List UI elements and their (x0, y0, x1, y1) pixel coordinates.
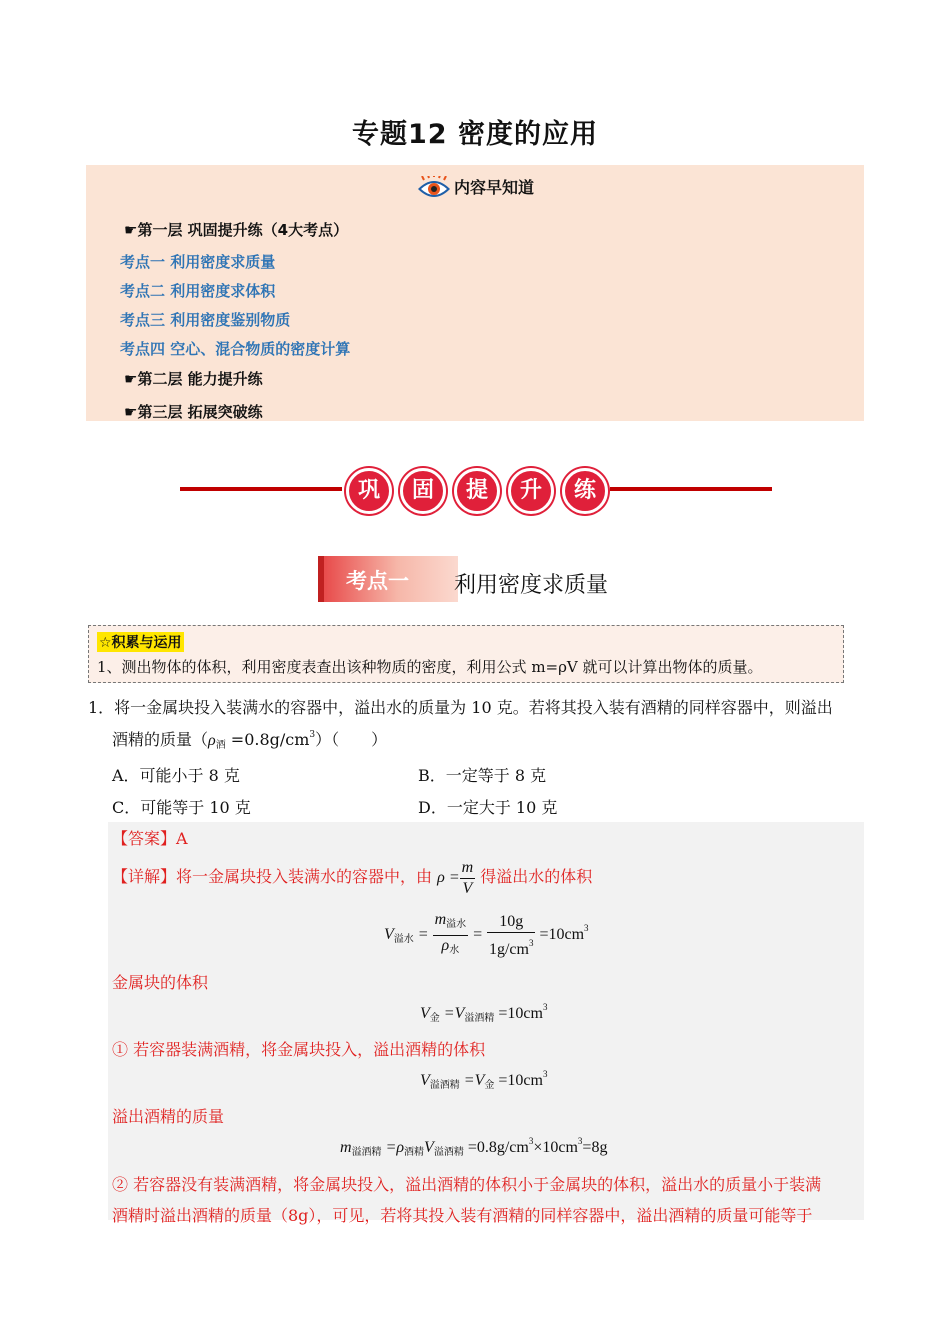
case-2-line2: 酒精时溢出酒精的质量（8g），可见，若将其投入装有酒精的同样容器中，溢出酒精的质量可能等于 (112, 1206, 813, 1225)
kp-title: 利用密度求质量 (454, 573, 609, 598)
toc-kp3[interactable]: 考点三 利用密度鉴别物质 (120, 311, 291, 329)
toc-layer1[interactable]: ☛第一层 巩固提升练（4大考点） (124, 221, 349, 239)
tip-tag: ☆积累与运用 (97, 632, 184, 652)
toc-kp4[interactable]: 考点四 空心、混合物质的密度计算 (120, 340, 351, 358)
toc-layer3[interactable]: ☛第三层 拓展突破练 (124, 403, 263, 421)
option-a[interactable]: A．可能小于 8 克 (112, 766, 240, 785)
case-2-line1: ② 若容器没有装满酒精，将金属块投入，溢出酒精的体积小于金属块的体积，溢出水的质量小于装满 (112, 1175, 822, 1194)
banner-line-left (180, 487, 342, 491)
banner-char-1: 巩 (346, 468, 392, 514)
banner-char-3: 提 (454, 468, 500, 514)
option-c[interactable]: C．可能等于 10 克 (112, 798, 251, 817)
eye-icon (416, 176, 452, 202)
answer-label: 【答案】A (112, 829, 188, 848)
kp-tab-label: 考点一 (346, 569, 409, 593)
option-d[interactable]: D．一定大于 10 克 (418, 798, 558, 817)
detail-line: 【详解】将一金属块投入装满水的容器中，由 ρ = $\frac{m}{V}$ 得溢出水的体积 (112, 859, 593, 897)
tip-box (88, 625, 844, 683)
toc-kp1[interactable]: 考点一 利用密度求质量 (120, 253, 276, 271)
tip-text: 1、测出物体的体积，利用密度表查出该种物质的密度，利用公式 m=ρV 就可以计算出物体的质量。 (97, 658, 763, 676)
banner-char-2: 固 (400, 468, 446, 514)
option-b[interactable]: B．一定等于 8 克 (418, 766, 547, 785)
toc-layer2[interactable]: ☛第二层 能力提升练 (124, 370, 263, 388)
metal-volume-label: 金属块的体积 (112, 973, 209, 992)
banner-line-right (610, 487, 772, 491)
case-1-text: ① 若容器装满酒精，将金属块投入，溢出酒精的体积 (112, 1040, 486, 1059)
banner-char-5: 练 (562, 468, 608, 514)
formula-4: $m_{溢酒精} =\rho_{酒精}V_{溢酒精} =0.8g/cm^3\times 10cm^3=8g$ (340, 1136, 608, 1158)
toc-heading-text: 内容早知道 (453, 178, 534, 197)
question-line1: 1．将一金属块投入装满水的容器中，溢出水的质量为 10 克。若将其投入装有酒精的同样容器中，则溢出 (88, 698, 833, 717)
formula-3: $V_{溢酒精} =V_金 =10cm^3$ (420, 1069, 548, 1091)
question-line2: 酒精的质量$(\rho_酒 =0.8g/cm^3)$（ ） (112, 730, 388, 751)
kp-tab (318, 556, 458, 602)
toc-heading (86, 175, 864, 202)
toc-panel (86, 165, 864, 421)
formula-1: $V_{溢水}$ = $\frac{m_{溢水}}{\rho_水}$ = $\frac{10g}{1g/cm^3}$ $=10cm^3$ (384, 911, 589, 958)
banner-char-4: 升 (508, 468, 554, 514)
page-title: 专题12 密度的应用 (352, 119, 598, 150)
formula-2: $V_金 =V_{溢酒精} =10cm^3$ (420, 1002, 548, 1024)
toc-kp2[interactable]: 考点二 利用密度求体积 (120, 282, 276, 300)
mass-label: 溢出酒精的质量 (112, 1107, 225, 1126)
